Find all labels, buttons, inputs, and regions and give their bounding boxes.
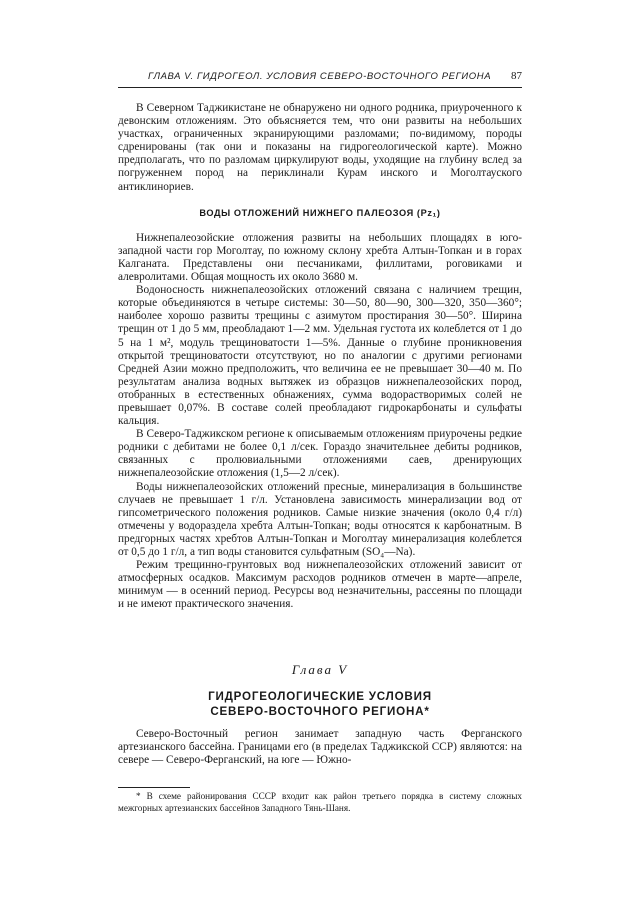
running-header-title: ГЛАВА V. ГИДРОГЕОЛ. УСЛОВИЯ СЕВЕРО-ВОСТОЧНОГО РЕГИОНА [148, 71, 492, 82]
paragraph: Режим трещинно-грунтовых вод нижнепалеозойских отложений зависит от атмосферных осадков. Максимум расходов родников отмечен в марте—апреле, минимум — в осенний период. Ресурсы вод незначительны, рассеяны по площади и не имеют практического значения. [118, 559, 522, 611]
main-text [118, 102, 522, 767]
paragraph: В Северо-Таджикском регионе к описываемым отложениям приурочены редкие родники с дебитами не более 0,1 л/сек. Гораздо значительнее дебиты родников, связанных с пролювиальными отложениями саев, дренирующих нижнепалеозойские отложения (1,5—2 л/сек). [118, 428, 522, 480]
running-header [118, 71, 522, 88]
footnote-divider [118, 787, 190, 788]
chapter-title [118, 689, 522, 719]
footnote: * В схеме районирования СССР входит как район третьего порядка в систему сложных межгорных артезианских бассейнов Западного Тянь-Шаня. [118, 791, 522, 813]
page-number: 87 [511, 70, 522, 82]
paragraph: Воды нижнепалеозойских отложений пресные, минерализация в большинстве случаев не превышает 1 г/л. Установлена зависимость минерализации вод от гипсометрического положения родников. Самые низкие значения (около 0,4 г/л) отмечены у водораздела хребта Алтын-Топкан; воды относятся к карбонатным. В предгорных частях хребтов Алтын-Топкан и Моголтау минерализация колеблется от 0,5 до 1 г/л, а тип воды становится сульфатным (SO₄—Na). [118, 480, 522, 558]
chapter-title-line: ГИДРОГЕОЛОГИЧЕСКИЕ УСЛОВИЯ [208, 689, 432, 703]
paragraph: Нижнепалеозойские отложения развиты на небольших площадях в юго-западной части гор Моголтау, по южному склону хребта Алтын-Топкан и в горах Калганата. Представлены они песчаниками, филлитами, роговиками и алевролитами. Общая мощность их около 3680 м. [118, 231, 522, 284]
chapter-title-line: СЕВЕРО-ВОСТОЧНОГО РЕГИОНА* [210, 704, 430, 718]
paragraph: В Северном Таджикистане не обнаружено ни одного родника, приуроченного к девонским отложениям. Это объясняется тем, что они развиты на небольших участках, ограниченных экранирующими разломами; по-видимому, породы сдренированы (так они и показаны на гидрогеологической карте). Можно предполагать, что по разломам циркулируют воды, уходящие на глубину вслед за погруженнем пород на периклинали Курам инского и Моголтауского антиклинориев. [118, 102, 522, 193]
section-heading: ВОДЫ ОТЛОЖЕНИЙ НИЖНЕГО ПАЛЕОЗОЯ (Pz₁) [199, 207, 441, 218]
paragraph: Северо-Восточный регион занимает западную часть Ферганского артезианского бассейна. Границами его (в пределах Таджикской ССР) являются: на севере — Северо-Ферганский, на юге — Южно- [118, 727, 522, 766]
chapter-label: Глава V [291, 662, 349, 678]
paragraph: Водоносность нижнепалеозойских отложений связана с наличием трещин, которые объединяются в четыре системы: 30—50, 80—90, 300—320, 350—360°; наиболее хорошо развиты трещины с азимутом простирания 30—50°. Ширина трещин от 1 до 5 мм, преобладают 1—2 мм. Удельная густота их колеблется от 1 до 5 на 1 м², модуль трещиноватости 1—5%. Данные о глубине проникновения открытой трещиноватости отсутствуют, но по аналогии с другими регионами Средней Азии можно предположить, что величина ее не превышает 30—40 м. По результатам анализа водных вытяжек из образцов нижнепалеозойских пород, отобранных в естественных обнажениях, сумма водорастворимых солей не превышает 0,07%. В составе солей преобладают гидрокарбонаты и сульфаты кальция. [118, 284, 522, 428]
